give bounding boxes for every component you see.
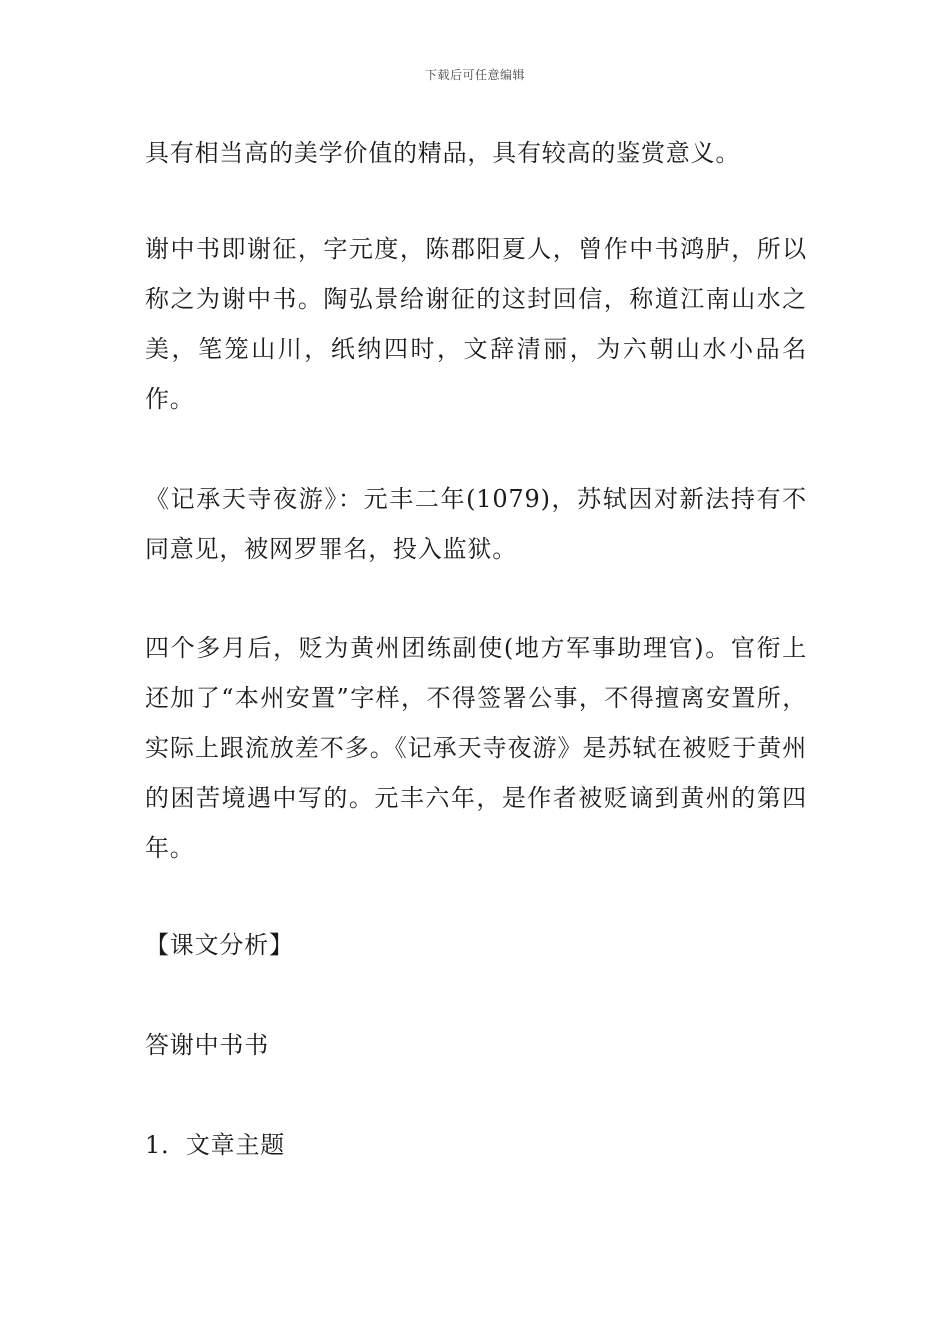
paragraph-xie-zhongshu: 谢中书即谢征，字元度，陈郡阳夏人，曾作中书鸿胪，所以称之为谢中书。陶弘景给谢征的这封回信，称道江南山水之美，笔笼山川，纸纳四时，文辞清丽，为六朝山水小品名作。 [145, 235, 807, 413]
list-item-article-theme: 1．文章主题 [145, 1131, 286, 1159]
subheading-dafu-xie-zhongshu: 答谢中书书 [145, 1031, 269, 1059]
paragraph-chengtian-temple-background: 《记承天寺夜游》：元丰二年(1079)，苏轼因对新法持有不同意见，被网罗罪名，投入监狱。 [145, 485, 807, 563]
paragraph-huangzhou-exile: 四个多月后，贬为黄州团练副使(地方军事助理官)。官衔上还加了“本州安置”字样，不得签署公事，不得擅离安置所，实际上跟流放差不多。《记承天寺夜游》是苏轼在被贬于黄州的困苦境遇中写的。元丰六年，是作者被贬谪到黄州的第四年。 [145, 634, 807, 862]
section-heading-text-analysis: 【课文分析】 [145, 931, 294, 959]
paragraph-aesthetic-value: 具有相当高的美学价值的精品，具有较高的鉴赏意义。 [145, 139, 741, 167]
page-header-note: 下载后可任意编辑 [424, 68, 525, 82]
